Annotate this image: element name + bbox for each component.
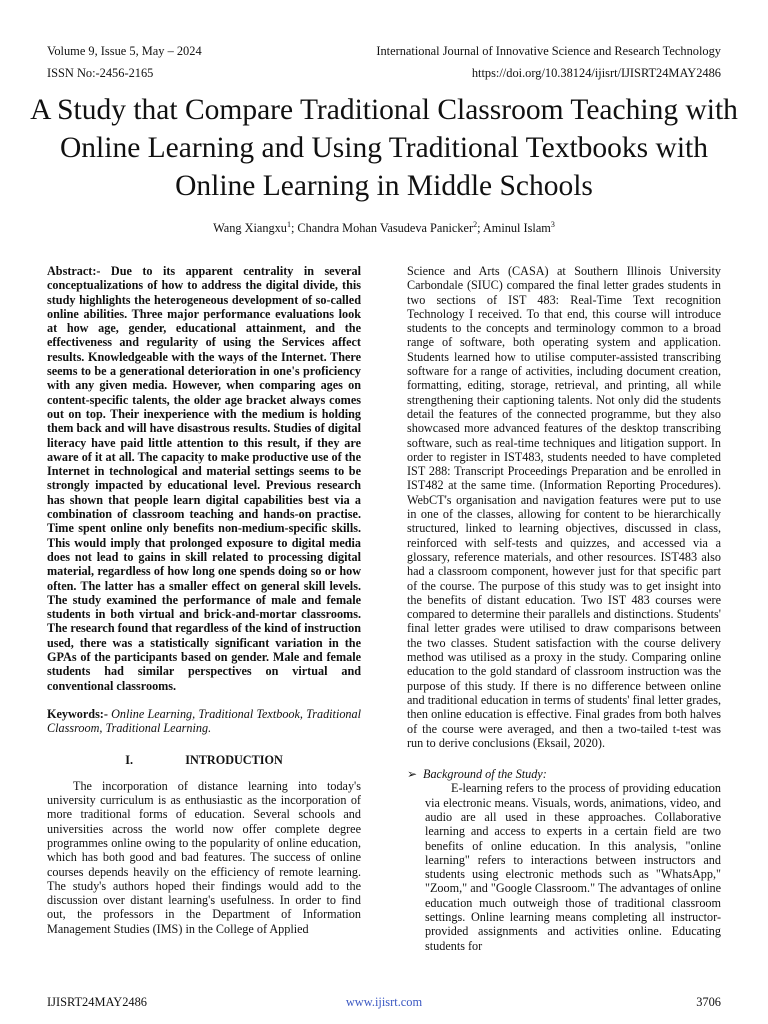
section-title: INTRODUCTION (185, 752, 283, 767)
background-paragraph: E-learning refers to the process of providing education via electronic means. Visuals, words, animations, video, and audio are all used in these approaches. Collaborative learning and access to experts in a certain field are two benefits of online education. In this analysis, "online learning" refers to interactions between instructors and students using electronic methods such as "WhatsApp," "Zoom," and "Google Classroom." The advantages of online education much outweigh those of traditional classroom settings. Online learning means completing all instructor-provided assignments and activities online. Educating students for (425, 781, 721, 953)
journal-name: International Journal of Innovative Science and Research Technology (376, 44, 721, 58)
affiliation-mark: 2 (473, 220, 478, 229)
author-name: ; Chandra Mohan Vasudeva Panicker (290, 221, 474, 236)
section-heading (47, 753, 361, 767)
background-body (407, 781, 721, 953)
paper-title: A Study that Compare Traditional Classroom Teaching with Online Learning and Using Traditional Textbooks with Online Learning in Middle Schools (30, 94, 738, 202)
issn: ISSN No:-2456-2165 (47, 66, 154, 80)
footer-id: IJISRT24MAY2486 (47, 995, 148, 1009)
author-name: Wang Xiangxu (213, 221, 287, 236)
arrow-bullet-icon: ➢ (407, 767, 418, 782)
volume-info: Volume 9, Issue 5, May – 2024 (47, 44, 202, 58)
body-paragraph: Science and Arts (CASA) at Southern Illinois University Carbondale (SIUC) compared the final letter grades students in two sections of IST 483: Real-Time Text recognition Technology I received. To that end, this course will introduce students to the concepts and terminology common to a broad range of software, both operating system and application. Students learned how to utilise computer-assisted transcribing software for a range of activities, including document creation, formatting, editing, storage, retrieval, and printing, all while strengthening their captioning talents. Not only did the students detail the features of the connected programme, but they also showcased more advanced features of the desktop transcribing software, such as real-time techniques and litigation support. In order to register in IST483, students needed to have completed IST 288: Transcript Proceedings Preparation and be enrolled in IST482 at the same time. (Information Reporting Procedures). WebCT's organisation and navigation features were put to use in one of the classes, allowing for content to be hierarchically structured, linked to learning objectives, discussed in class, reinforced with self-tests and quizzes, and accessed via a glossary, reference materials, and other resources. IST483 also had a classroom component, however just for that specific part of the course. The purpose of this study was to get insight into the benefits of distant education. Two IST 483 courses were compared to determine their parallels and distinctions. Students' final letter grades were utilised to draw comparisons between the two classes. Student satisfaction with the course delivery method was utilised as a proxy in the study. Comparing online education to the gold standard of classroom instruction was the purpose of this study. If there is no difference between online and traditional education in terms of students' final letter grades, then online education is effective. Final grades from both halves of the course were averaged, and then a two-tailed t-test was run to derive conclusions (Eksail, 2020). (407, 264, 721, 750)
right-column (407, 264, 721, 953)
affiliation-mark: 1 (286, 220, 291, 229)
subsection-title: Background of the Study: (423, 767, 547, 782)
page-number: 3706 (696, 995, 721, 1009)
keywords-text: Online Learning, Traditional Textbook, Traditional Classroom, Traditional Learning. (47, 706, 361, 736)
section-number: I. (125, 752, 134, 767)
abstract: Abstract:- Due to its apparent centrality in several conceptualizations of how to address the digital divide, this study highlights the heterogeneous development of so-called online abilities. Three major performance evaluations look at how age, gender, educational attainment, and the effectiveness and regularity of using the Services affect results. Knowledgeable with the ways of the Internet. There seems to be a generational deterioration in one's proficiency with any given media. However, when comparing ages on content-specific talents, the older age bracket always comes out on top. Their inexperience with the medium is holding them back and will have disastrous results. Studies of digital literacy have paid little attention to this result, if they are aware of it at all. The capacity to make productive use of the Internet in technological and material settings seems to be strongly impacted by educational level. Previous research has shown that people learn digital capabilities best via a combination of classroom teaching and hands-on practise. Time spent online only benefits non-medium-specific skills. This would imply that prolonged exposure to digital media does not lead to gains in skill related to processing digital material, regardless of how long one spends doing so or how often. The latter has a smaller effect on general skill levels. The study examined the performance of male and female students in both virtual and brick-and-mortar classrooms. The research found that regardless of the kind of instruction used, there was a statistically significant variation in the GPAs of the participants based on gender. Male and female students had similar perspectives on virtual and conventional classrooms. (47, 264, 361, 693)
left-column (47, 264, 361, 936)
author-list (0, 220, 768, 236)
footer-url[interactable]: www.ijisrt.com (345, 995, 423, 1009)
doi-link[interactable]: https://doi.org/10.38124/ijisrt/IJISRT24MAY2486 (471, 66, 721, 80)
intro-paragraph: The incorporation of distance learning into today's university curriculum is as enthusiastic as the incorporation of more traditional forms of education. Several schools and universities across the world now offer complete degree programmes online owing to the popularity of online education, which has both good and bad features. The success of online courses depends heavily on the efficiency of remote learning. The study's authors hoped their findings would add to the discussion over distant learning's usefulness. In order to find out, the professors in the Department of Information Management Studies (IMS) in the College of Applied (47, 778, 361, 936)
subsection-heading (407, 767, 721, 781)
author-name: ; Aminul Islam (477, 221, 551, 236)
affiliation-mark: 3 (550, 220, 555, 229)
keywords (47, 707, 361, 736)
keywords-label: Keywords:- (47, 706, 108, 721)
